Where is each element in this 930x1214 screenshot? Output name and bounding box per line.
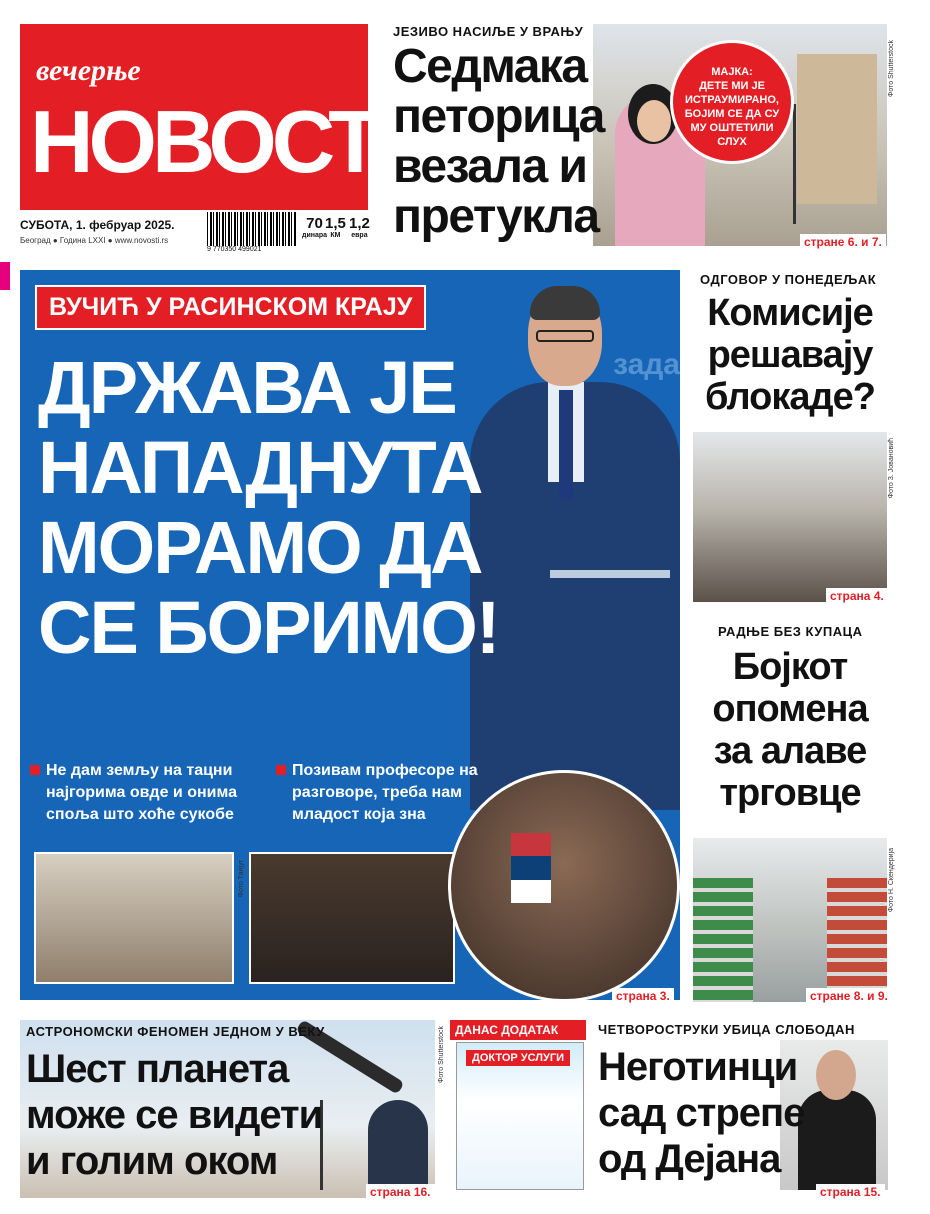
bullet-line: најгорима овде и онима (46, 784, 237, 801)
masthead-logo[interactable] (20, 24, 436, 210)
headline-line: може се видети (26, 1093, 323, 1137)
issue-date: СУБОТА, 1. фебруар 2025. (20, 218, 175, 232)
headline-line: Седмака (393, 40, 587, 93)
headline-line: Неготинци (598, 1045, 798, 1089)
supermarket-photo[interactable] (693, 838, 887, 1002)
bullet-square-icon (30, 765, 40, 775)
top-story-headline[interactable] (393, 42, 604, 242)
masthead-big-title: НОВОСТИ (30, 92, 436, 191)
headline-line: решавају (707, 334, 873, 376)
man-figure (798, 1090, 876, 1190)
price-value: 1,2 (349, 215, 370, 232)
page-reference[interactable]: страна 15. (816, 1184, 885, 1200)
headline-line: претукла (393, 190, 599, 243)
church-photo[interactable] (249, 852, 455, 984)
photo-credit: Фото Shutterstock (438, 1026, 445, 1083)
bullet-line: разговоре, треба нам (292, 784, 462, 801)
quote-line: ИСТРАУМИРАНО, (685, 94, 779, 106)
headline-line: СЕ БОРИМО! (38, 586, 499, 669)
price-unit: динара (302, 232, 328, 239)
speaker-hair (530, 286, 600, 320)
headline-line: блокаде? (705, 376, 875, 418)
page-reference[interactable]: страна 4. (826, 588, 888, 604)
headline-line: и голим оком (26, 1139, 278, 1183)
bottom-left-kicker: АСТРОНОМСКИ ФЕНОМЕН ЈЕДНОМ У ВЕКУ (26, 1024, 325, 1039)
vertical-price-strip (347, 82, 375, 202)
bottom-right-headline[interactable] (598, 1044, 804, 1182)
shelf-right (827, 878, 887, 1002)
headline-line: Шест планета (26, 1047, 289, 1091)
bullet-square-icon (276, 765, 286, 775)
price-value: 1,5 (325, 215, 346, 232)
barcode-number: 9 770350 499021 (207, 246, 262, 253)
man-face (816, 1050, 856, 1100)
right-story-2-headline[interactable] (693, 646, 887, 814)
bullet-line: Позивам професоре на (292, 762, 478, 779)
quote-line: БОЈИМ СЕ ДА СУ (684, 108, 780, 120)
workshop-photo[interactable] (34, 852, 234, 984)
headline-line: МОРАМО ДА (38, 506, 482, 589)
price-unit: КМ (330, 232, 341, 239)
photo-credit: Фото Н. Скендерија (888, 848, 895, 913)
right-story-1-headline[interactable] (693, 292, 887, 418)
quote-line: СЛУХ (717, 136, 747, 148)
bottom-left-headline[interactable] (26, 1046, 322, 1184)
quote-line: МУ ОШТЕТИЛИ (690, 122, 774, 134)
price-unit: евра (351, 232, 368, 239)
masthead-small-title: вечерње (36, 54, 141, 87)
headline-line: Комисије (707, 292, 873, 334)
quote-bubble (670, 40, 794, 164)
page-reference[interactable]: стране 6. и 7. (800, 234, 886, 250)
print-registration-mark (0, 262, 10, 290)
page-reference[interactable]: страна 16. (366, 1184, 435, 1200)
right-story-2-kicker: РАДЊЕ БЕЗ КУПАЦА (718, 624, 863, 639)
barcode (207, 212, 297, 246)
top-story-kicker: ЈЕЗИВО НАСИЉЕ У ВРАЊУ (393, 24, 584, 39)
headline-line: ДРЖАВА ЈЕ (38, 346, 456, 429)
headline-line: Бојкот (732, 646, 848, 688)
boy-figure (368, 1100, 428, 1190)
podium (550, 570, 670, 578)
supplement-title: ДОКТОР УСЛУГИ (466, 1050, 570, 1066)
crowd-photo[interactable] (448, 770, 680, 1002)
woman-face (637, 100, 671, 142)
photo-credit: Фото Танјуг (238, 860, 245, 898)
main-bullet-2 (276, 760, 478, 826)
bullet-line: споља што хоће сукобе (46, 806, 234, 823)
serbian-flag-icon (511, 833, 551, 903)
headline-line: везала и (393, 140, 587, 193)
headline-line: петорица (393, 90, 604, 143)
page-reference[interactable]: стране 8. и 9. (806, 988, 892, 1004)
main-story-headline[interactable] (38, 348, 499, 668)
main-bullet-1 (30, 760, 237, 826)
headline-line: сад стрепе (598, 1091, 805, 1135)
price-euro (349, 215, 370, 239)
price-value: 70 (306, 215, 323, 232)
protest-photo[interactable] (693, 432, 887, 602)
street-lamp (793, 104, 796, 224)
speaker-glasses (536, 330, 594, 342)
speaker-tie (559, 390, 573, 500)
headline-line: НАПАДНУТА (38, 426, 482, 509)
photo-credit: Фото З. Јовановић (888, 438, 895, 499)
photo-credit: Фото Shutterstock (888, 40, 895, 97)
price-dinar (302, 215, 327, 239)
right-story-1-kicker: ОДГОВОР У ПОНЕДЕЉАК (700, 272, 877, 287)
bullet-line: младост која зна (292, 806, 426, 823)
price-km (325, 215, 346, 239)
headline-line: од Дејана (598, 1137, 781, 1181)
supplement-label: ДАНАС ДОДАТАК (450, 1020, 586, 1040)
quote-line: ДЕТЕ МИ ЈЕ (699, 80, 765, 92)
background-banner-text: зада (613, 348, 680, 381)
quote-line: МАЈКА: (711, 66, 753, 78)
speaker-figure (470, 290, 680, 810)
headline-line: за алаве (713, 730, 867, 772)
bottom-right-kicker: ЧЕТВОРОСТРУКИ УБИЦА СЛОБОДАН (598, 1022, 855, 1037)
issue-subline: Београд ● Година LXXI ● www.novosti.rs (20, 236, 169, 245)
bullet-line: Не дам земљу на тацни (46, 762, 233, 779)
headline-line: трговце (719, 772, 861, 814)
building-shape (797, 54, 877, 204)
shelf-left (693, 878, 753, 1002)
main-story-kicker: ВУЧИЋ У РАСИНСКОМ КРАЈУ (35, 285, 426, 330)
page-reference[interactable]: страна 3. (612, 988, 674, 1004)
headline-line: опомена (712, 688, 868, 730)
